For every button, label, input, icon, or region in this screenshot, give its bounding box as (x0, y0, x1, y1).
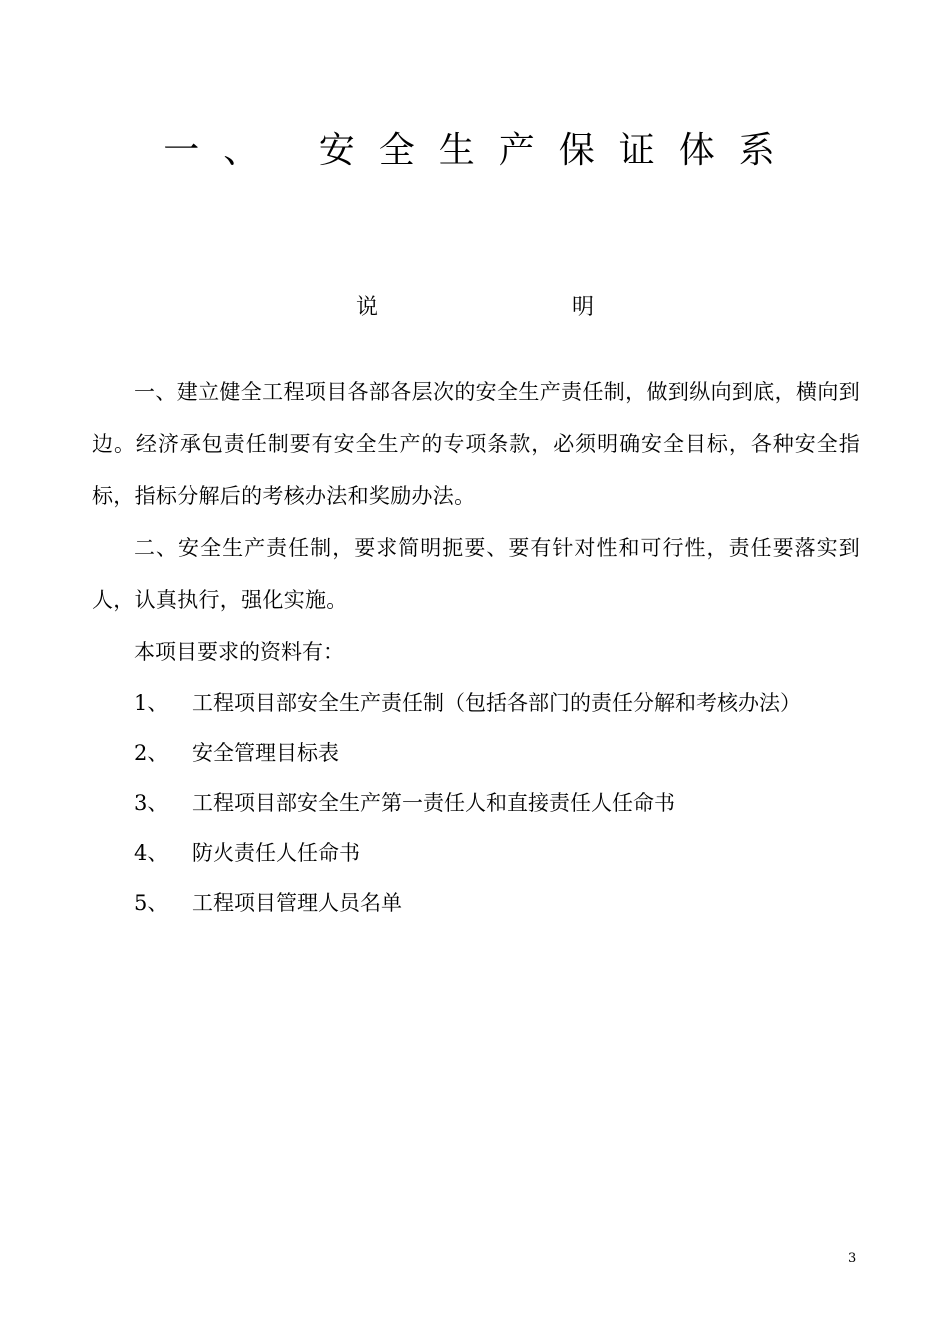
section-heading-first-char: 说 (356, 295, 379, 320)
paragraph-1: 一、建立健全工程项目各部各层次的安全生产责任制，做到纵向到底，横向到边。经济承包责任制要有安全生产的专项条款，必须明确安全目标，各种安全指标，指标分解后的考核办法和奖励办法。 (92, 380, 860, 508)
required-item-number: 5、 (134, 891, 169, 915)
required-item-number: 1、 (134, 691, 169, 715)
required-item-3 (92, 778, 860, 828)
section-heading (0, 292, 950, 324)
required-item-number: 3、 (134, 791, 169, 815)
required-item-text: 防火责任人任命书 (192, 841, 360, 865)
required-item-number: 2、 (134, 741, 169, 765)
paragraph-2: 二、安全生产责任制，要求简明扼要、要有针对性和可行性，责任要落实到人，认真执行，强化实施。 (92, 536, 860, 612)
required-item-text: 安全管理目标表 (192, 741, 339, 765)
required-item-number: 4、 (134, 841, 169, 865)
required-item-text: 工程项目管理人员名单 (192, 891, 402, 915)
document-body (92, 366, 860, 928)
required-materials-intro: 本项目要求的资料有： (134, 640, 344, 664)
required-item-4 (92, 828, 860, 878)
section-heading-second-char: 明 (572, 295, 595, 320)
required-item-5 (92, 878, 860, 928)
required-item-text: 工程项目部安全生产第一责任人和直接责任人任命书 (192, 791, 675, 815)
page-number: 3 (848, 1251, 857, 1266)
required-item-2 (92, 728, 860, 778)
required-item-1 (92, 678, 860, 728)
page-title: 一、 安全生产保证体系 (163, 130, 799, 171)
required-item-text: 工程项目部安全生产责任制（包括各部门的责任分解和考核办法） (192, 691, 801, 715)
